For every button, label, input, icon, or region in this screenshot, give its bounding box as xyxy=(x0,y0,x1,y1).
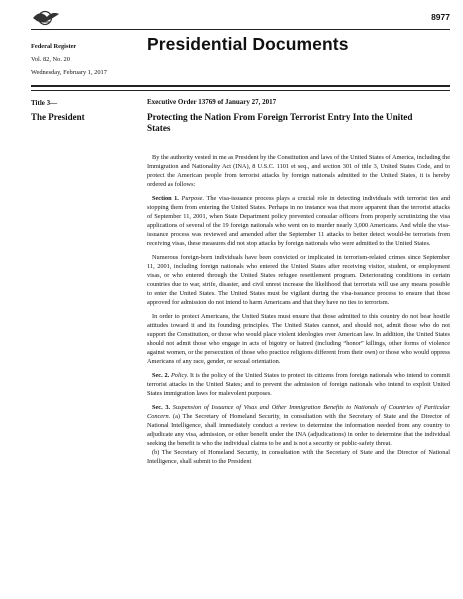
section-2-paragraph xyxy=(147,372,450,399)
section-heading: Presidential Documents xyxy=(147,34,349,54)
section-1-heading: Purpose. xyxy=(181,195,205,203)
publication-date: Wednesday, February 1, 2017 xyxy=(31,69,107,76)
paragraph-2: Numerous foreign-born individuals have been convicted or implicated in terrorism-related crimes since September 11, 2001, including foreign nationals who entered the United States after receiving visitor, student, or employment visas, or who entered through the United States refugee resettlement program. Deteriorating conditions in certain countries due to war, strife, disaster, and civil unrest increase the likelihood that terrorists will use any means possible to enter the United States. The United States must be vigilant during the visa-issuance process to ensure that those approved for admission do not intend to harm Americans and that they have no ties to terrorism. xyxy=(147,254,450,306)
section-1-text: The visa-issuance process plays a crucial role in detecting individuals with terrorist ties and stopping them from entering the United States. Perhaps in no instance was that more apparent than the terrorist attacks of September 11, 2001, when State Department policy prevented consular officers from properly scrutinizing the visa applications of several of the 19 foreign nationals who went on to murder nearly 3,000 Americans. And while the visa-issuance process was reviewed and amended after the September 11 attacks to better detect would-be terrorists from receiving visas, these measures did not stop attacks by foreign nationals who were admitted to the United States. xyxy=(147,195,450,247)
section-rule xyxy=(31,85,450,87)
executive-order-title: Protecting the Nation From Foreign Terrorist Entry Into the United States xyxy=(147,112,413,133)
president-label: The President xyxy=(31,112,85,122)
section-2-label: Sec. 2. xyxy=(152,371,170,379)
paragraph-3: In order to protect Americans, the United States must ensure that those admitted to this country do not bear hostile attitudes toward it and its founding principles. The United States cannot, and should not, admit those who do not support the Constitution, or those who would place violent ideologies over American law. In addition, the United States should not admit those who engage in acts of bigotry or hatred (including “honor” killings, other forms of violence against women, or the persecution of those who practice religions different from their own) or those who would oppress Americans of any race, gender, or sexual orientation. xyxy=(147,313,450,365)
section-1-label: Section 1. xyxy=(152,195,179,203)
intro-paragraph: By the authority vested in me as President by the Constitution and laws of the United States of America, including the Immigration and Nationality Act (INA), 8 U.S.C. 1101 et seq., and section 301 of title 3, United States Code, and to protect the American people from terrorist attacks by foreign nationals admitted to the United States, it is hereby ordered as follows: xyxy=(147,154,450,188)
section-1-paragraph xyxy=(147,195,450,248)
section-2-text: It is the policy of the United States to protect its citizens from foreign nationals who intend to commit terrorist attacks in the United States; and to prevent the admission of foreign nationals who intend to exploit United States immigration laws for malevolent purposes. xyxy=(147,371,451,397)
section-3-text: (a) The Secretary of Homeland Security, in consultation with the Secretary of State and the Director of National Intelligence, shall immediately conduct a review to determine the information needed from any country to adjudicate any visa, admission, or other benefit under the INA (adjudications) in order to determine that the individual seeking the benefit is who the individual claims to be and is not a security or public-safety threat. xyxy=(147,413,450,447)
section-3-label: Sec. 3. xyxy=(152,404,171,412)
section-3-paragraph xyxy=(147,404,450,449)
paragraph-b: (b) The Secretary of Homeland Security, in consultation with the Secretary of State and the Director of National Intelligence, shall submit to the President xyxy=(147,448,450,465)
header-rule xyxy=(31,29,450,30)
page-number: 8977 xyxy=(431,12,450,22)
section-rule-thin xyxy=(31,90,450,91)
title-label: Title 3— xyxy=(31,99,58,107)
executive-order-number: Executive Order 13769 of January 27, 2017 xyxy=(147,98,277,106)
section-3-heading: Suspension of Issuance of Visas and Other Immigration Benefits to Nationals of Countries of Particular Concern. xyxy=(147,404,450,421)
publication-name: Federal Register xyxy=(31,43,77,50)
eagle-seal-icon xyxy=(31,9,61,27)
publication-info xyxy=(31,40,107,79)
order-body xyxy=(147,154,450,472)
volume-issue: Vol. 82, No. 20 xyxy=(31,56,70,63)
section-2-heading: Policy. xyxy=(170,371,189,379)
